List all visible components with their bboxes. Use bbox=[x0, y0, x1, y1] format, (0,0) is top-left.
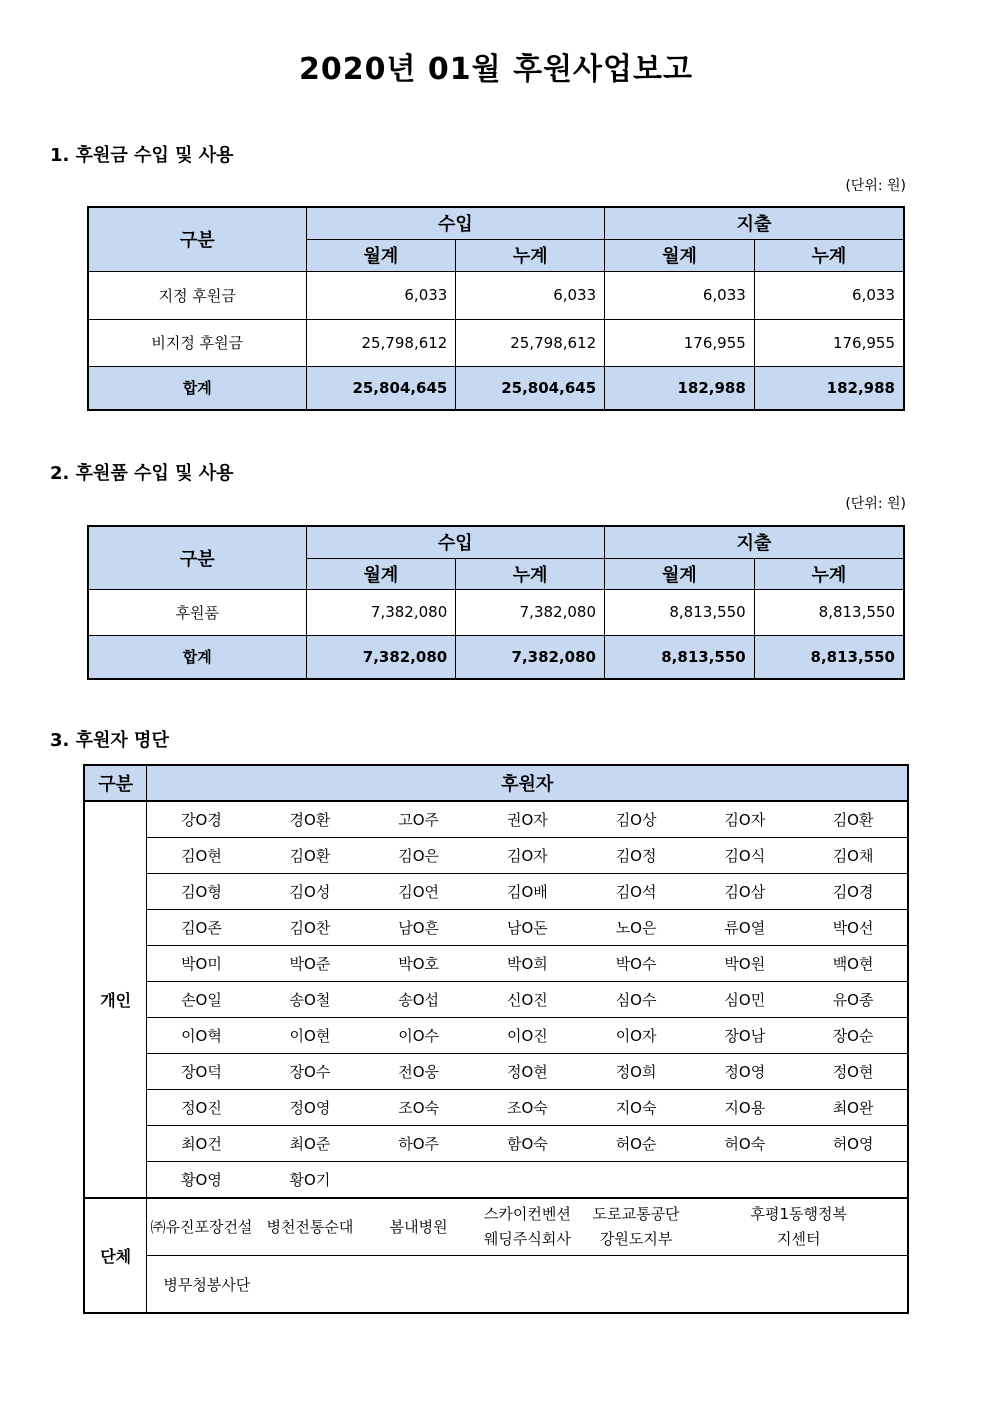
header-expense: 지출 bbox=[604, 526, 904, 558]
donor-name: 허O숙 bbox=[690, 1126, 799, 1162]
donor-name: 김O삼 bbox=[690, 874, 799, 910]
donor-name: 류O열 bbox=[690, 910, 799, 946]
donor-name: 김O환 bbox=[256, 838, 365, 874]
header-cumulative: 누계 bbox=[754, 239, 904, 271]
donor-name: 김O형 bbox=[147, 874, 256, 910]
donation-money-table bbox=[87, 206, 905, 411]
cell-value: 176,955 bbox=[754, 319, 904, 366]
donor-name: 장O남 bbox=[690, 1018, 799, 1054]
donor-name: 박O미 bbox=[147, 946, 256, 982]
donor-name: 백O현 bbox=[799, 946, 908, 982]
group-donor bbox=[582, 1198, 691, 1256]
donor-name: 최O준 bbox=[256, 1126, 365, 1162]
donor-name: 장O순 bbox=[799, 1018, 908, 1054]
donor-name: 손O일 bbox=[147, 982, 256, 1018]
donor-row bbox=[84, 801, 908, 838]
donor-name: 김O은 bbox=[364, 838, 473, 874]
donor-header-donors: 후원자 bbox=[147, 765, 908, 801]
donor-name: 박O선 bbox=[799, 910, 908, 946]
header-monthly: 월계 bbox=[604, 558, 754, 589]
donor-name: 김O연 bbox=[364, 874, 473, 910]
total-value: 25,804,645 bbox=[456, 366, 605, 410]
donor-name: 최O건 bbox=[147, 1126, 256, 1162]
group-donor-line: 병천전통순대 bbox=[266, 1217, 354, 1236]
donor-name: 경O환 bbox=[256, 801, 365, 838]
cell-value: 6,033 bbox=[605, 271, 755, 319]
donor-name: 조O숙 bbox=[364, 1090, 473, 1126]
donation-goods-table bbox=[87, 525, 905, 680]
total-label: 합계 bbox=[88, 366, 306, 410]
donor-name: 박O수 bbox=[582, 946, 691, 982]
donor-name: 정O영 bbox=[256, 1090, 365, 1126]
group-donor bbox=[690, 1198, 908, 1256]
donor-name: 송O철 bbox=[256, 982, 365, 1018]
header-monthly: 월계 bbox=[605, 239, 755, 271]
donor-name: 정O영 bbox=[690, 1054, 799, 1090]
donor-name: 지O숙 bbox=[582, 1090, 691, 1126]
table-row bbox=[88, 589, 904, 635]
donor-name: 김O찬 bbox=[256, 910, 365, 946]
donor-name: 허O영 bbox=[799, 1126, 908, 1162]
cell-value: 25,798,612 bbox=[306, 319, 456, 366]
donor-name: 이O수 bbox=[364, 1018, 473, 1054]
total-label: 합계 bbox=[88, 635, 306, 679]
section3-heading: 3. 후원자 명단 bbox=[50, 730, 169, 751]
cell-value: 6,033 bbox=[456, 271, 605, 319]
donor-name: 정O현 bbox=[799, 1054, 908, 1090]
donor-name: 김O경 bbox=[799, 874, 908, 910]
section2-unit: (단위: 원) bbox=[845, 496, 906, 512]
donor-name: 노O은 bbox=[582, 910, 691, 946]
header-cumulative: 누계 bbox=[456, 239, 605, 271]
donor-name: 김O배 bbox=[473, 874, 582, 910]
donor-name: 신O진 bbox=[473, 982, 582, 1018]
total-row bbox=[88, 635, 904, 679]
donor-name: 심O수 bbox=[582, 982, 691, 1018]
group-donor-line: 후평1동행정복 bbox=[750, 1205, 847, 1223]
total-row bbox=[88, 366, 904, 410]
donor-name: 김O현 bbox=[147, 838, 256, 874]
donor-name: 이O현 bbox=[256, 1018, 365, 1054]
donor-name: 허O순 bbox=[582, 1126, 691, 1162]
donor-row bbox=[84, 982, 908, 1018]
cell-value: 6,033 bbox=[754, 271, 904, 319]
individual-label: 개인 bbox=[84, 801, 147, 1198]
header-category: 구분 bbox=[88, 207, 306, 271]
group-donor-line: 도로교통공단 bbox=[592, 1205, 680, 1223]
donor-name: 고O주 bbox=[364, 801, 473, 838]
donor-name: 김O환 bbox=[799, 801, 908, 838]
donor-name: 박O희 bbox=[473, 946, 582, 982]
page-title: 2020년 01월 후원사업보고 bbox=[299, 52, 693, 87]
row-label: 후원품 bbox=[88, 589, 306, 635]
donor-name: 최O완 bbox=[799, 1090, 908, 1126]
donor-name: 장O덕 bbox=[147, 1054, 256, 1090]
donor-name: 정O현 bbox=[473, 1054, 582, 1090]
donor-name: 하O주 bbox=[364, 1126, 473, 1162]
cell-value: 25,798,612 bbox=[456, 319, 605, 366]
donor-name: 김O석 bbox=[582, 874, 691, 910]
group-donor bbox=[147, 1198, 256, 1256]
total-value: 25,804,645 bbox=[306, 366, 456, 410]
donor-name: 김O정 bbox=[582, 838, 691, 874]
table-row bbox=[88, 319, 904, 366]
donor-name: 이O혁 bbox=[147, 1018, 256, 1054]
donor-name: 김O식 bbox=[690, 838, 799, 874]
group-donor-line: 스카이컨벤션 bbox=[483, 1205, 571, 1223]
group-donor-line: 봄내병원 bbox=[389, 1217, 448, 1236]
donor-name: 박O준 bbox=[256, 946, 365, 982]
donor-name: 김O상 bbox=[582, 801, 691, 838]
row-label: 비지정 후원금 bbox=[88, 319, 306, 366]
donor-name: 함O숙 bbox=[473, 1126, 582, 1162]
row-label: 지정 후원금 bbox=[88, 271, 306, 319]
donor-name: 박O원 bbox=[690, 946, 799, 982]
cell-value: 7,382,080 bbox=[306, 589, 456, 635]
donor-name: 심O민 bbox=[690, 982, 799, 1018]
total-value: 182,988 bbox=[605, 366, 755, 410]
cell-value: 8,813,550 bbox=[754, 589, 904, 635]
donor-name: 이O자 bbox=[582, 1018, 691, 1054]
group-donor bbox=[473, 1198, 582, 1256]
cell-value: 8,813,550 bbox=[604, 589, 754, 635]
cell-value: 176,955 bbox=[605, 319, 755, 366]
donor-name: 황O기 bbox=[289, 1171, 331, 1189]
donor-name: 김O성 bbox=[256, 874, 365, 910]
total-value: 7,382,080 bbox=[456, 635, 605, 679]
donor-name: 남O돈 bbox=[473, 910, 582, 946]
header-monthly: 월계 bbox=[306, 558, 456, 589]
donor-name bbox=[364, 1162, 473, 1199]
donor-name: 정O진 bbox=[147, 1090, 256, 1126]
total-value: 8,813,550 bbox=[754, 635, 904, 679]
donor-name: 김O자 bbox=[690, 801, 799, 838]
donor-name: 박O호 bbox=[364, 946, 473, 982]
total-value: 7,382,080 bbox=[306, 635, 456, 679]
donor-row bbox=[84, 838, 908, 874]
group-donor-line: ㈜유진포장건설 bbox=[150, 1217, 253, 1236]
donor-name: 조O숙 bbox=[473, 1090, 582, 1126]
group-label: 단체 bbox=[84, 1198, 147, 1313]
header-cumulative: 누계 bbox=[754, 558, 904, 589]
donor-name: 강O경 bbox=[147, 801, 256, 838]
section1-heading: 1. 후원금 수입 및 사용 bbox=[50, 145, 234, 166]
header-category: 구분 bbox=[88, 526, 306, 589]
donor-name: 권O자 bbox=[473, 801, 582, 838]
donor-name: 송O섭 bbox=[364, 982, 473, 1018]
header-income: 수입 bbox=[306, 526, 604, 558]
donor-name: 정O희 bbox=[582, 1054, 691, 1090]
donor-name: 김O존 bbox=[147, 910, 256, 946]
group-donor-line: 지센터 bbox=[776, 1230, 821, 1248]
donor-header-category: 구분 bbox=[84, 765, 147, 801]
donor-name bbox=[473, 1162, 582, 1199]
donor-row bbox=[84, 1054, 908, 1090]
group-donor-line: 강원도지부 bbox=[599, 1230, 673, 1248]
group-donor-line: 웨딩주식회사 bbox=[483, 1230, 571, 1248]
donor-name: 유O종 bbox=[799, 982, 908, 1018]
donor-row bbox=[84, 1162, 908, 1199]
donor-name bbox=[690, 1162, 799, 1199]
total-value: 182,988 bbox=[754, 366, 904, 410]
donor-name bbox=[799, 1162, 908, 1199]
donor-row bbox=[84, 1090, 908, 1126]
donor-row bbox=[84, 874, 908, 910]
header-cumulative: 누계 bbox=[456, 558, 605, 589]
table-row bbox=[88, 271, 904, 319]
donor-name: 김O자 bbox=[473, 838, 582, 874]
donor-name: 김O채 bbox=[799, 838, 908, 874]
header-income: 수입 bbox=[306, 207, 605, 239]
header-expense: 지출 bbox=[605, 207, 904, 239]
donor-name: 장O수 bbox=[256, 1054, 365, 1090]
cell-value: 7,382,080 bbox=[456, 589, 605, 635]
donor-row bbox=[84, 1126, 908, 1162]
cell-value: 6,033 bbox=[306, 271, 456, 319]
donor-name: 이O진 bbox=[473, 1018, 582, 1054]
donor-name bbox=[582, 1162, 691, 1199]
donor-name: 남O흔 bbox=[364, 910, 473, 946]
donor-name: 황O영 bbox=[181, 1171, 222, 1189]
group-donor bbox=[256, 1198, 365, 1256]
donor-row bbox=[84, 1018, 908, 1054]
donor-name: 지O용 bbox=[690, 1090, 799, 1126]
section2-heading: 2. 후원품 수입 및 사용 bbox=[50, 463, 234, 484]
donor-row bbox=[84, 910, 908, 946]
group-donor bbox=[364, 1198, 473, 1256]
total-value: 8,813,550 bbox=[604, 635, 754, 679]
group-donor: 병무청봉사단 bbox=[147, 1256, 908, 1314]
donor-name: 전O웅 bbox=[364, 1054, 473, 1090]
donor-list-table bbox=[83, 764, 909, 1314]
donor-row bbox=[84, 946, 908, 982]
section1-unit: (단위: 원) bbox=[845, 178, 906, 194]
header-monthly: 월계 bbox=[306, 239, 456, 271]
